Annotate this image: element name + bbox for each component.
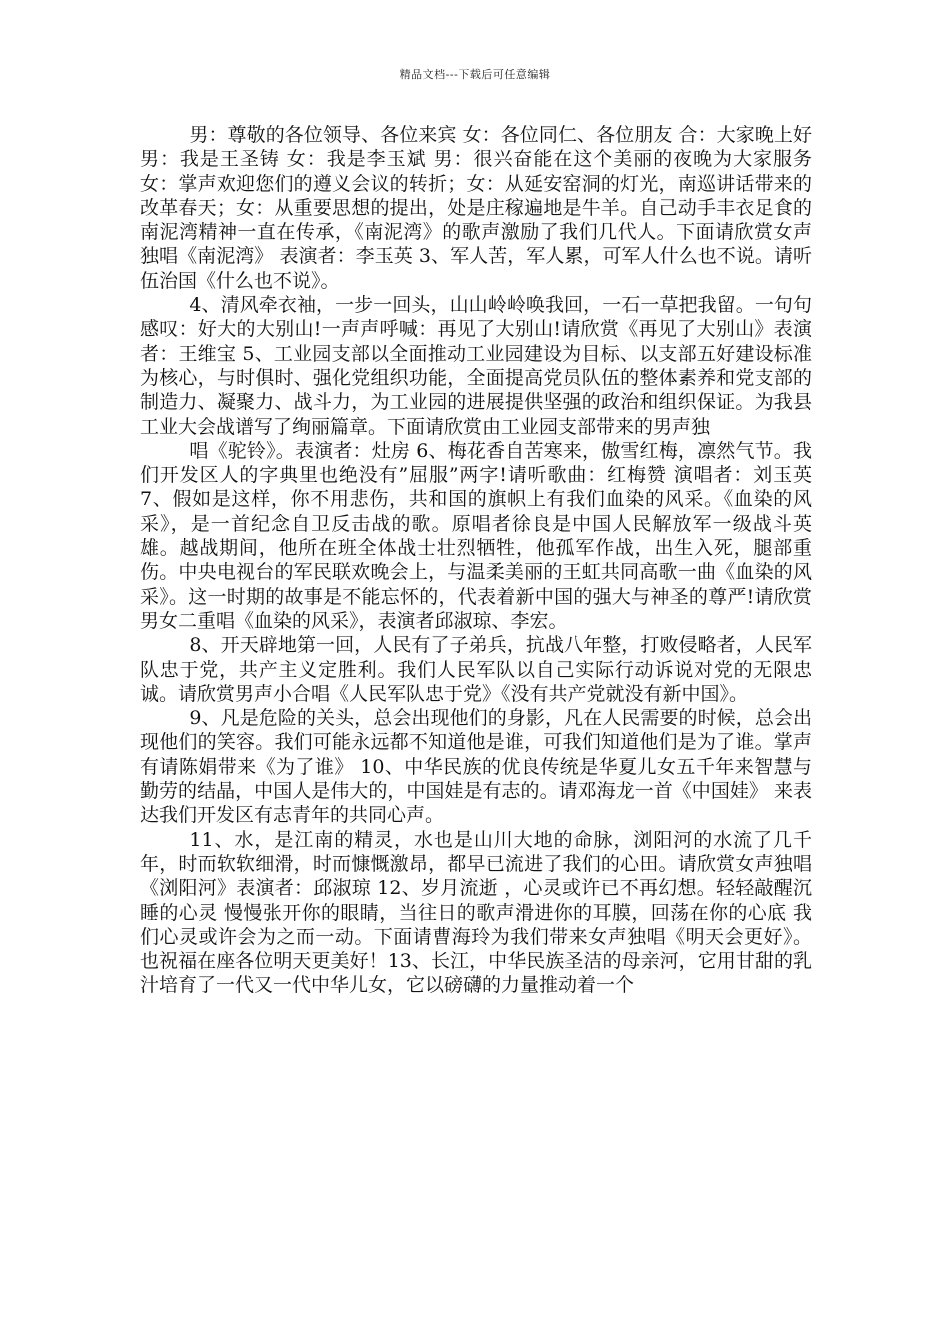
page-header: 精品文档---下载后可任意编辑: [399, 68, 551, 81]
paragraph: 8、开天辟地第一回，人民有了子弟兵，抗战八年整，打败侵略者，人民军队忠于党，共产主义定胜利。我们人民军队以自己实际行动诉说对党的无限忠诚。请欣赏男声小合唱《人民军队忠于党》《没有共产党就没有新中国》。: [140, 634, 812, 705]
paragraph: 男：尊敬的各位领导、各位来宾 女：各位同仁、各位朋友 合：大家晚上好 男：我是王圣铸 女：我是李玉斌 男：很兴奋能在这个美丽的夜晚为大家服务 女：掌声欢迎您们的遵义会议的转折；女：从延安窑洞的灯光，南巡讲话带来的改革春天；女：从重要思想的提出，处是庄稼遍地是牛羊。自己动手丰衣足食的南泥湾精神一直在传承，《南泥湾》的歌声激励了我们几代人。下面请欣赏女声独唱《南泥湾》 表演者：李玉英 3、军人苦，军人累，可军人什么也不说。请听伍治国《什么也不说》。: [140, 124, 812, 292]
document-body: [140, 123, 812, 998]
paragraph: 4、清风牵衣袖，一步一回头，山山岭岭唤我回，一石一草把我留。一句句感叹：好大的大别山!一声声呼喊：再见了大别山!请欣赏《再见了大别山》表演者：王维宝 5、工业园支部以全面推动工业园建设为目标、以支部五好建设标准为核心，与时俱时、强化党组织功能，全面提高党员队伍的整体素养和党支部的制造力、凝聚力、战斗力，为工业园的进展提供坚强的政治和组织保证。为我县工业大会战谱写了绚丽篇章。下面请欣赏由工业园支部带来的男声独: [140, 294, 812, 438]
paragraph: 唱《驼铃》。表演者：灶房 6、梅花香自苦寒来，傲雪红梅，凛然气节。我们开发区人的字典里也绝没有”屈服”两字!请听歌曲：红梅赞 演唱者：刘玉英 7、假如是这样，你不用悲伤，共和国的旗帜上有我们血染的风采。《血染的风采》，是一首纪念自卫反击战的歌。原唱者徐良是中国人民解放军一级战斗英雄。越战期间，他所在班全体战士壮烈牺牲，他孤军作战，出生入死，腿部重伤。中央电视台的军民联欢晚会上，与温柔美丽的王虹共同高歌一曲《血染的风采》。这一时期的故事是不能忘怀的，代表着新中国的强大与神圣的尊严!请欣赏男女二重唱《血染的风采》，表演者邱淑琼、李宏。: [140, 439, 812, 632]
paragraph: 9、凡是危险的关头，总会出现他们的身影，凡在人民需要的时候，总会出现他们的笑容。我们可能永远都不知道他是谁，可我们知道他们是为了谁。掌声有请陈娟带来《为了谁》 10、中华民族的优良传统是华夏儿女五千年来智慧与勤劳的结晶，中国人是伟大的，中国娃是有志的。请邓海龙一首《中国娃》 来表达我们开发区有志青年的共同心声。: [140, 707, 812, 827]
paragraph: 11、水，是江南的精灵，水也是山川大地的命脉，浏阳河的水流了几千年，时而软软细滑，时而慷慨激昂，都早已流进了我们的心田。请欣赏女声独唱《浏阳河》表演者：邱淑琼 12、岁月流逝 ，心灵或许已不再幻想。轻轻敲醒沉睡的心灵 慢慢张开你的眼睛，当往日的歌声滑进你的耳膜，回荡在你的心底 我们心灵或许会为之而一动。下面请曹海玲为我们带来女声独唱《明天会更好》。也祝福在座各位明天更美好！13、长江，中华民族圣洁的母亲河，它用甘甜的乳汁培育了一代又一代中华儿女，它以磅礴的力量推动着一个: [140, 828, 812, 997]
